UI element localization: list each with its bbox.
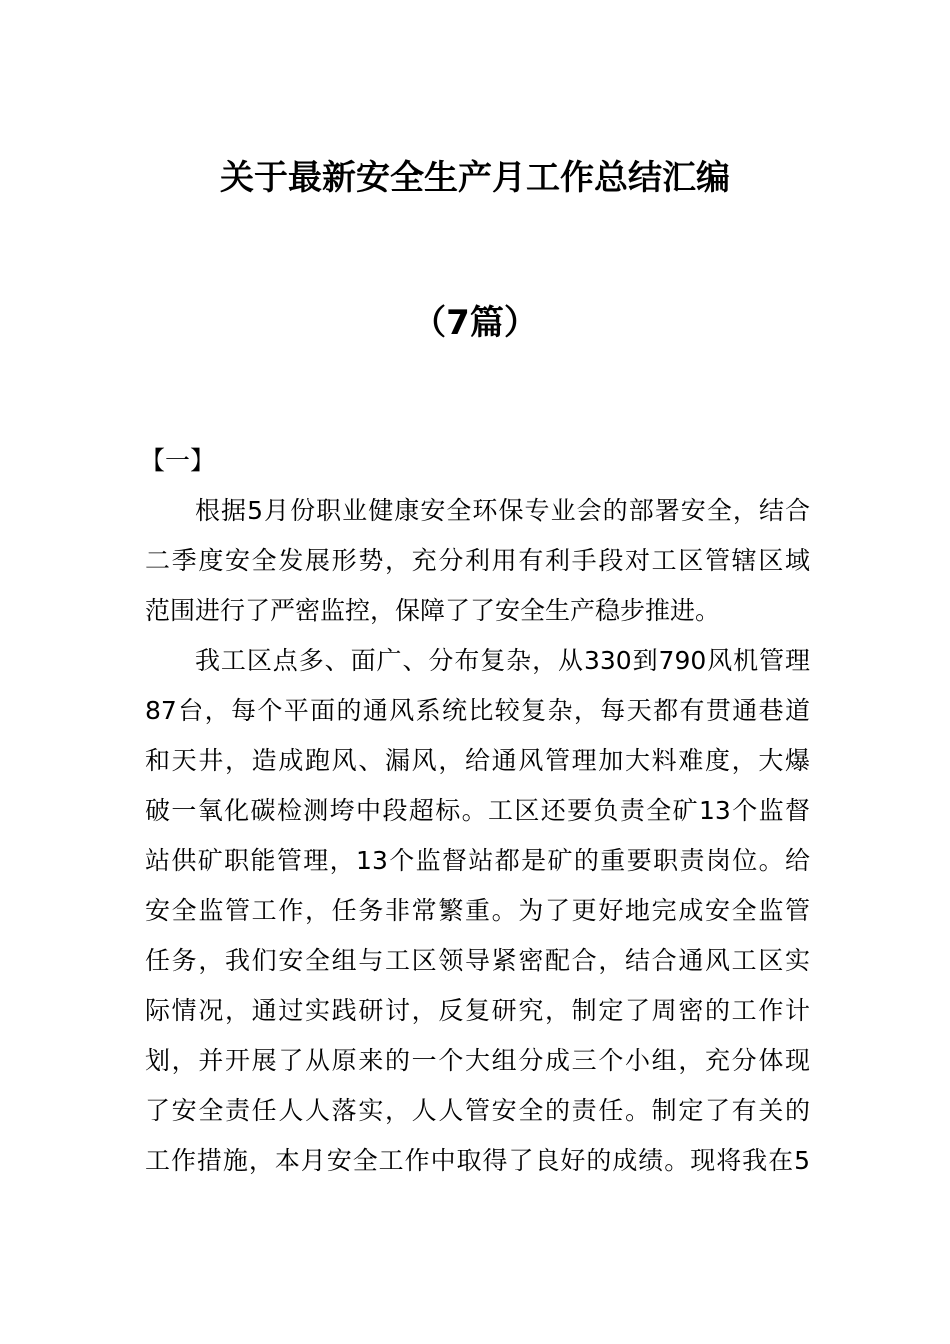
paragraph-line: 任务，我们安全组与工区领导紧密配合，结合通风工区实 (145, 946, 810, 975)
document-body (140, 436, 810, 1186)
paragraph-line: 根据5月份职业健康安全环保专业会的部署安全，结合 (195, 496, 810, 525)
paragraph-line: 站供矿职能管理，13个监督站都是矿的重要职责岗位。给 (145, 846, 810, 875)
paragraph-line: 我工区点多、面广、分布复杂，从330到790风机管理 (195, 646, 810, 675)
paragraph-line: 破一氧化碳检测垮中段超标。工区还要负责全矿13个监督 (145, 796, 810, 825)
paragraph-line: 范围进行了严密监控，保障了了安全生产稳步推进。 (145, 596, 721, 625)
paragraph-line: 工作措施，本月安全工作中取得了良好的成绩。现将我在5 (145, 1146, 810, 1175)
document-title: 关于最新安全生产月工作总结汇编 (220, 158, 730, 198)
section-heading: 【一】 (140, 446, 216, 475)
paragraph-2 (145, 636, 810, 1186)
document-subtitle: （7篇） (412, 303, 538, 343)
paragraph-line: 了安全责任人人落实，人人管安全的责任。制定了有关的 (145, 1096, 810, 1125)
paragraph-line: 二季度安全发展形势，充分利用有利手段对工区管辖区域 (145, 546, 810, 575)
paragraph-1 (145, 486, 810, 636)
paragraph-line: 和天井，造成跑风、漏风，给通风管理加大料难度，大爆 (145, 746, 810, 775)
paragraph-line: 安全监管工作，任务非常繁重。为了更好地完成安全监管 (145, 896, 810, 925)
paragraph-line: 际情况，通过实践研讨，反复研究，制定了周密的工作计 (145, 996, 810, 1025)
paragraph-line: 划，并开展了从原来的一个大组分成三个小组，充分体现 (145, 1046, 810, 1075)
paragraph-line: 87台，每个平面的通风系统比较复杂，每天都有贯通巷道 (145, 696, 810, 725)
